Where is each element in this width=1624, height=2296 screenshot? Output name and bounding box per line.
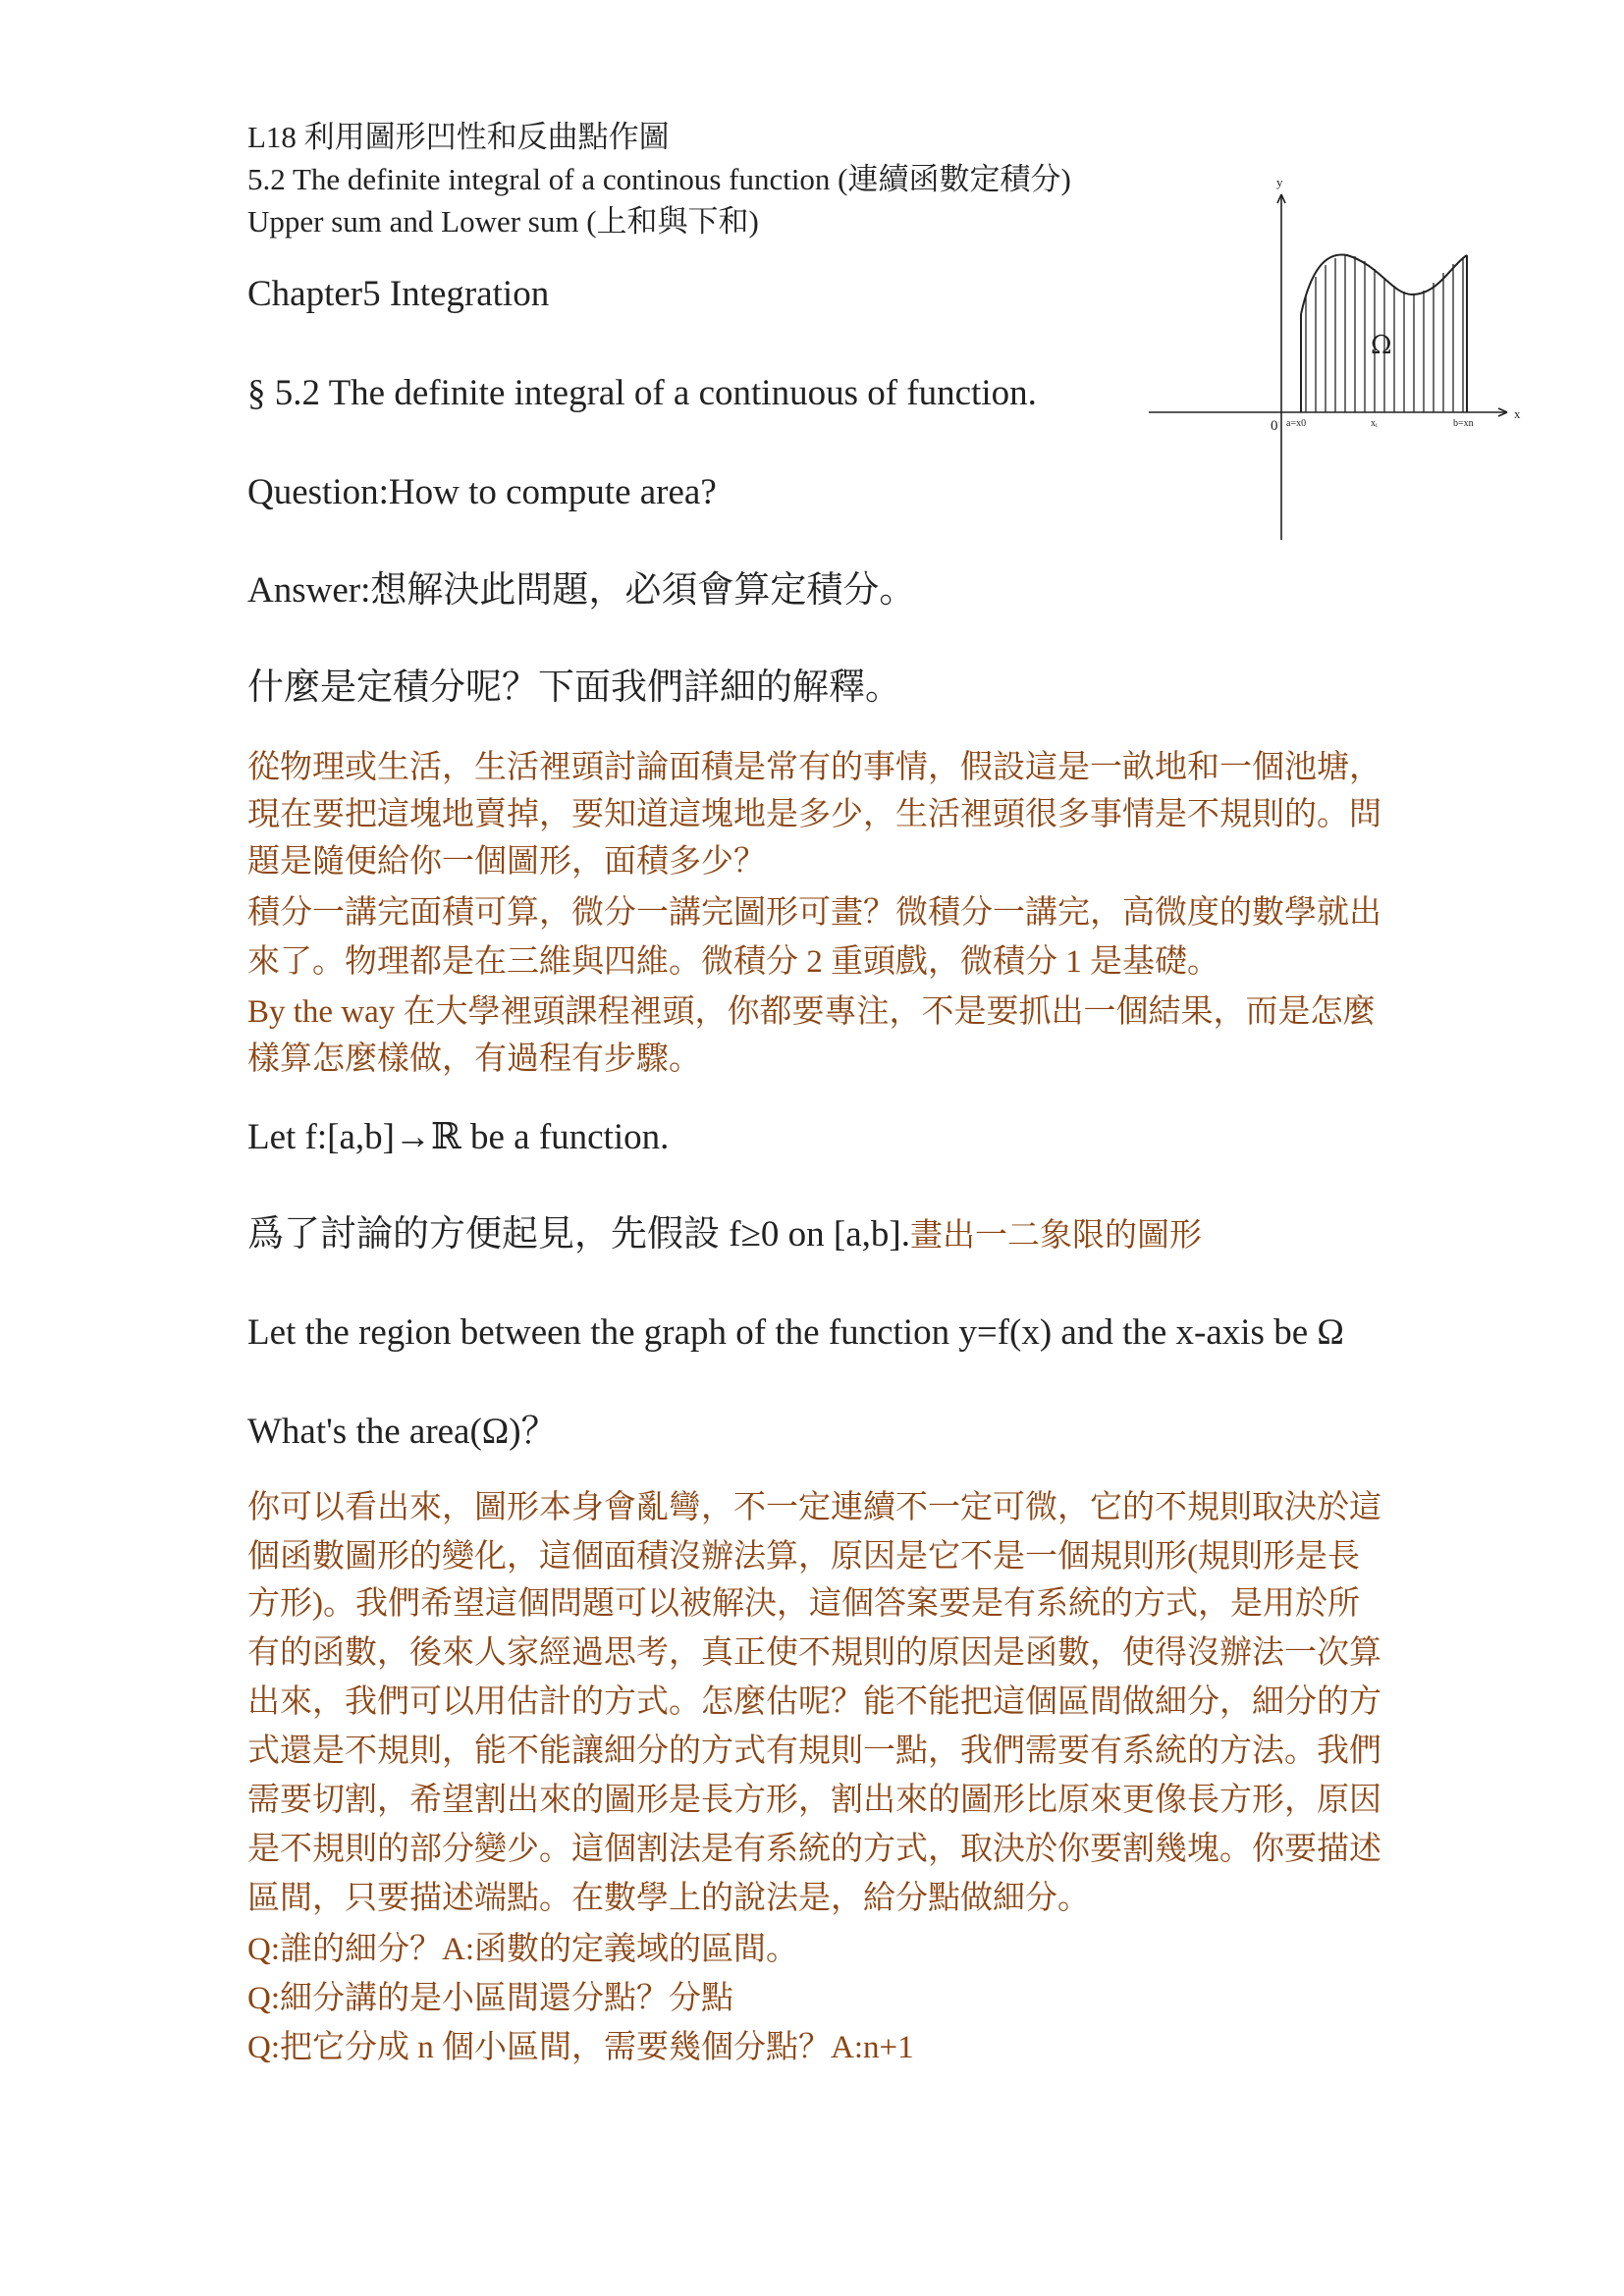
para2-line: 出來，我們可以用估計的方式。怎麼估呢？能不能把這個區間做細分，細分的方 bbox=[247, 1684, 1381, 1720]
whats-area-text: What's the area(Ω)？ bbox=[247, 1412, 558, 1452]
origin-label: 0 bbox=[1271, 418, 1278, 434]
para1-line: By the way 在大學裡頭課程裡頭，你都要專注，不是要抓出一個結果，而是怎麼 bbox=[247, 994, 1376, 1030]
assumption-line bbox=[247, 1211, 1202, 1259]
header-line-1: L18 利用圖形凹性和反曲點作圖 bbox=[247, 120, 670, 154]
chapter-title: Chapter5 Integration bbox=[247, 274, 550, 314]
xi-label: xᵢ bbox=[1371, 418, 1378, 429]
header-line-2: 5.2 The definite integral of a continous function (連續函數定積分) bbox=[247, 162, 1071, 196]
let-f-text: Let f:[a,b]→ℝ be a function. bbox=[247, 1117, 670, 1157]
header-line-3: Upper sum and Lower sum (上和與下和) bbox=[247, 204, 759, 239]
para1-line: 從物理或生活，生活裡頭討論面積是常有的事情，假設這是一畝地和一個池塘， bbox=[247, 750, 1381, 785]
para1-line: 積分一講完面積可算，微分一講完圖形可畫？微積分一講完，高微度的數學就出 bbox=[247, 895, 1381, 931]
para1-line: 題是隨便給你一個圖形，面積多少？ bbox=[247, 844, 766, 880]
b-label: b=xn bbox=[1453, 418, 1474, 429]
what-is-text: 什麼是定積分呢？下面我們詳細的解釋。 bbox=[247, 667, 901, 708]
para2-line: 式還是不規則，能不能讓細分的方式有規則一點，我們需要有系統的方法。我們 bbox=[247, 1734, 1381, 1769]
para2-line: 你可以看出來，圖形本身會亂彎，不一定連續不一定可微，它的不規則取決於這 bbox=[247, 1490, 1381, 1525]
section-title: § 5.2 The definite integral of a continuous of function. bbox=[247, 373, 1037, 413]
question-text: Question:How to compute area? bbox=[247, 472, 717, 512]
qa-line: Q:細分講的是小區間還分點？分點 bbox=[247, 1981, 733, 2016]
para2-line: 個函數圖形的變化，這個面積沒辦法算，原因是它不是一個規則形(規則形是長 bbox=[247, 1539, 1360, 1575]
region-text: Let the region between the graph of the function y=f(x) and the x-axis be Ω bbox=[247, 1312, 1344, 1353]
y-axis-label: y bbox=[1276, 175, 1283, 189]
area-under-curve-figure bbox=[1139, 167, 1532, 550]
assumption-text: 爲了討論的方便起見，先假設 f≥0 on [a,b]. bbox=[247, 1214, 910, 1255]
assumption-note: 畫出一二象限的圖形 bbox=[909, 1218, 1202, 1254]
a-label: a=x0 bbox=[1286, 418, 1307, 429]
omega-label: Ω bbox=[1371, 331, 1392, 360]
para2-line: 有的函數，後來人家經過思考，真正使不規則的原因是函數，使得沒辦法一次算 bbox=[247, 1635, 1381, 1671]
qa-line: Q:把它分成 n 個小區間，需要幾個分點？A:n+1 bbox=[247, 2030, 914, 2065]
para2-line: 區間，只要描述端點。在數學上的說法是，給分點做細分。 bbox=[247, 1881, 1090, 1916]
answer-text: Answer:想解決此問題，必須會算定積分。 bbox=[247, 570, 916, 611]
para2-line: 需要切割，希望割出來的圖形是長方形，割出來的圖形比原來更像長方形，原因 bbox=[247, 1783, 1381, 1818]
para1-line: 樣算怎麼樣做，有過程有步驟。 bbox=[247, 1041, 701, 1077]
para2-line: 方形)。我們希望這個問題可以被解決，這個答案要是有系統的方式，是用於所 bbox=[247, 1586, 1360, 1622]
x-axis-label: x bbox=[1514, 406, 1521, 421]
qa-line: Q:誰的細分？A:函數的定義域的區間。 bbox=[247, 1932, 798, 1967]
para2-line: 是不規則的部分變少。這個割法是有系統的方式，取決於你要割幾塊。你要描述 bbox=[247, 1832, 1381, 1867]
para1-line: 來了。物理都是在三維與四維。微積分 2 重頭戲，微積分 1 是基礎。 bbox=[247, 944, 1219, 980]
para1-line: 現在要把這塊地賣掉，要知道這塊地是多少，生活裡頭很多事情是不規則的。問 bbox=[247, 797, 1381, 832]
